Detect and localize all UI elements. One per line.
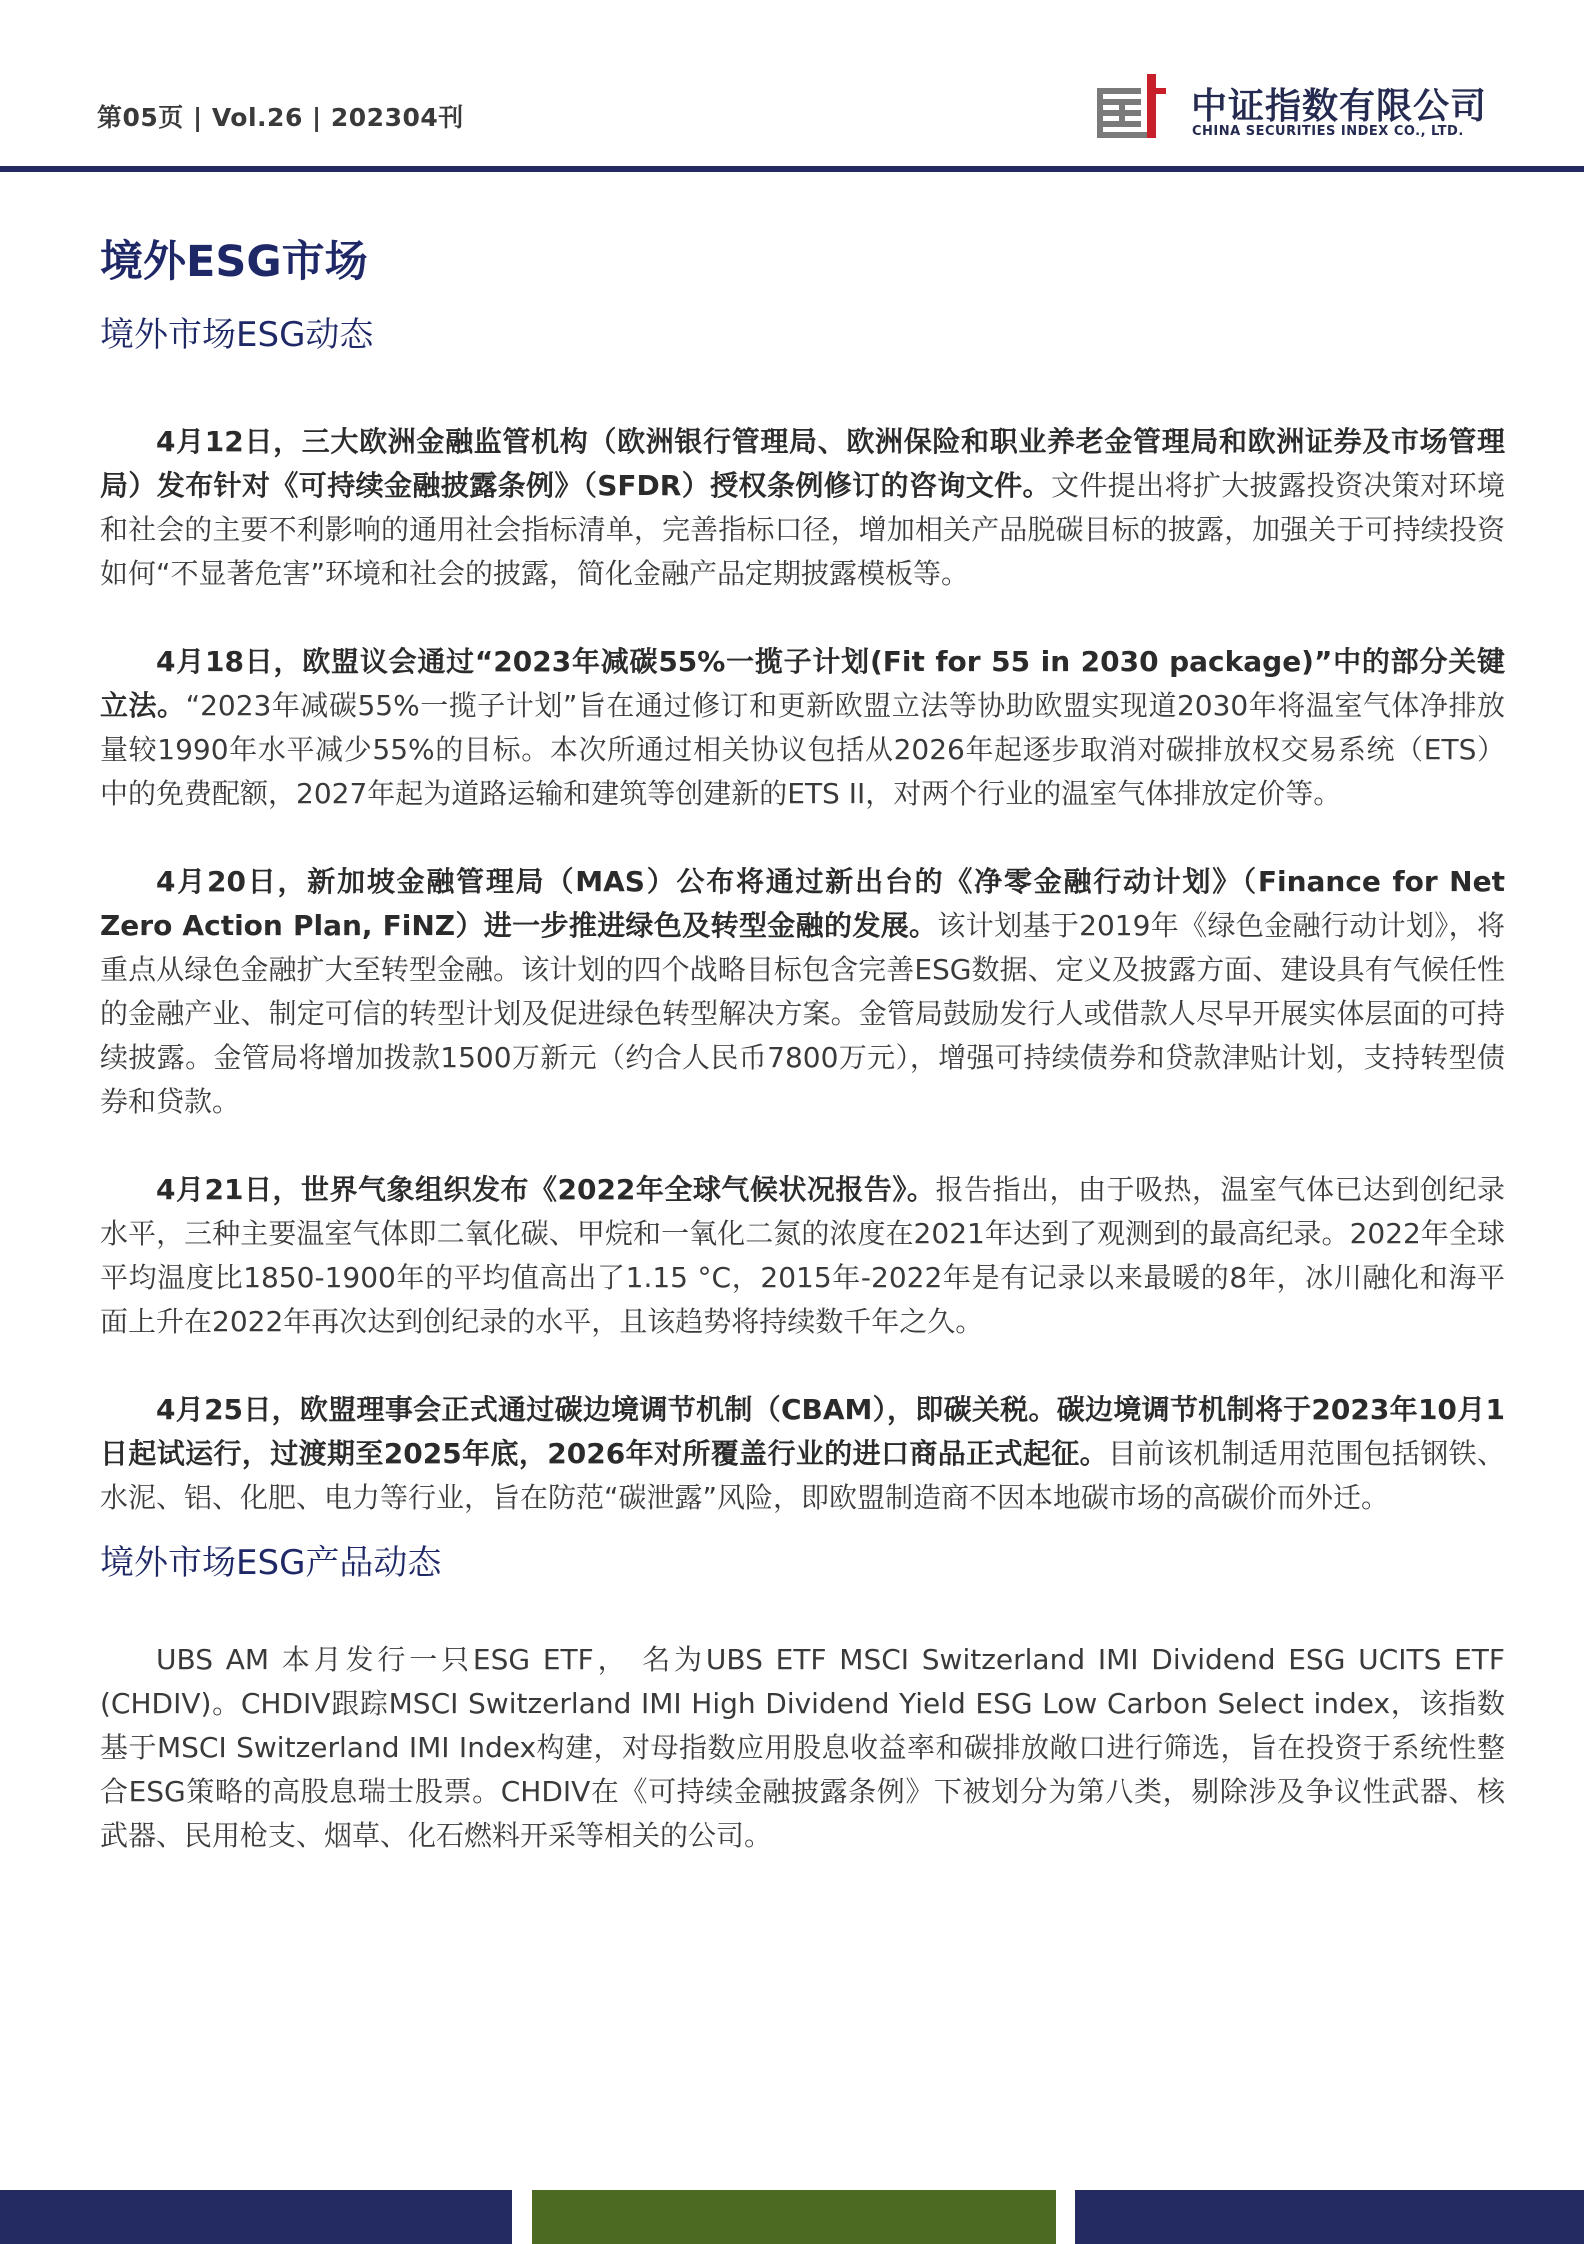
product-body: UBS AM 本月发行一只ESG ETF， 名为UBS ETF MSCI Switzerland IMI Dividend ESG UCITS ETF (CHDIV)。CHDIV跟踪MSCI Switzerland IMI High Dividend Yield ESG Low Carbon Select index，该指数基于MSCI Switzerland IMI Index构建，对母指数应用股息收益率和碳排放敞口进行筛选，旨在投资于系统性整合ESG策略的高股息瑞士股票。CHDIV在《可持续金融披露条例》下被划分为第八类，剔除涉及争议性武器、核武器、民用枪支、烟草、化石燃料开采等相关的公司。 (100, 1643, 1505, 1852)
news-body: “2023年减碳55%一揽子计划”旨在通过修订和更新欧盟立法等协助欧盟实现道2030年将温室气体净排放量较1990年水平减少55%的目标。本次所通过相关协议包括从2026年起逐步取消对碳排放权交易系统（ETS）中的免费配额，2027年起为道路运输和建筑等创建新的ETS II，对两个行业的温室气体排放定价等。 (100, 689, 1505, 810)
news-paragraph (100, 640, 1505, 816)
news-paragraph (100, 420, 1505, 596)
product-paragraph (100, 1638, 1505, 1858)
news-body: 文件提出将扩大披露投资决策对环境和社会的主要不利影响的通用社会指标清单，完善指标口径，增加相关产品脱碳目标的披露，加强关于可持续投资如何“不显著危害”环境和社会的披露，简化金融产品定期披露模板等。 (100, 469, 1505, 590)
news-body: 报告指出，由于吸热，温室气体已达到创纪录水平，三种主要温室气体即二氧化碳、甲烷和一氧化二氮的浓度在2021年达到了观测到的最高纪录。2022年全球平均温度比1850-1900年的平均值高出了1.15 °C，2015年-2022年是有记录以来最暖的8年，冰川融化和海平面上升在2022年再次达到创纪录的水平，且该趋势将持续数千年之久。 (100, 1173, 1505, 1338)
footer-bar-right (1075, 2190, 1584, 2244)
logo-chinese-name: 中证指数有限公司 (1191, 86, 1488, 127)
header-divider (0, 166, 1584, 172)
main-content (100, 232, 1505, 1858)
page-header (0, 0, 1584, 170)
footer-bar-middle (532, 2190, 1056, 2244)
news-paragraph (100, 860, 1505, 1124)
page-meta: 第05页 | Vol.26 | 202304刊 (97, 103, 464, 132)
news-lead: 4月25日，欧盟理事会正式通过碳边境调节机制（CBAM），即碳关税。碳边境调节机制将于2023年10月1日起试运行，过渡期至2025年底，2026年对所覆盖行业的进口商品正式起征。 (100, 1393, 1505, 1470)
section-title: 境外ESG市场 (100, 237, 368, 287)
page-footer (0, 2190, 1584, 2244)
logo-english-name: CHINA SECURITIES INDEX CO., LTD. (1192, 124, 1464, 139)
news-lead: 4月12日，三大欧洲金融监管机构（欧洲银行管理局、欧洲保险和职业养老金管理局和欧洲证券及市场管理局）发布针对《可持续金融披露条例》（SFDR）授权条例修订的咨询文件。 (100, 425, 1505, 502)
news-lead: 4月21日，世界气象组织发布《2022年全球气候状况报告》。 (156, 1173, 936, 1206)
news-paragraph (100, 1388, 1505, 1520)
footer-bar-left (0, 2190, 512, 2244)
news-paragraph (100, 1168, 1505, 1344)
company-logo (1097, 72, 1507, 144)
news-body: 该计划基于2019年《绿色金融行动计划》，将重点从绿色金融扩大至转型金融。该计划的四个战略目标包含完善ESG数据、定义及披露方面、建设具有气候任性的金融产业、制定可信的转型计划及促进绿色转型解决方案。金管局鼓励发行人或借款人尽早开展实体层面的可持续披露。金管局将增加拨款1500万新元（约合人民币7800万元），增强可持续债券和贷款津贴计划，支持转型债券和贷款。 (100, 909, 1505, 1118)
news-lead: 4月18日，欧盟议会通过“2023年减碳55%一揽子计划(Fit for 55 in 2030 package)”中的部分关键立法。 (100, 645, 1505, 722)
news-body: 目前该机制适用范围包括钢铁、水泥、铝、化肥、电力等行业，旨在防范“碳泄露”风险，即欧盟制造商不因本地碳市场的高碳价而外迁。 (100, 1437, 1505, 1514)
csi-logo-mark-icon (1097, 72, 1177, 144)
subsection-title-products: 境外市场ESG产品动态 (100, 1543, 442, 1583)
subsection-title-dynamics: 境外市场ESG动态 (100, 315, 374, 355)
news-lead: 4月20日，新加坡金融管理局（MAS）公布将通过新出台的《净零金融行动计划》（Finance for Net Zero Action Plan, FiNZ）进一步推进绿色及转型金融的发展。 (100, 865, 1505, 942)
